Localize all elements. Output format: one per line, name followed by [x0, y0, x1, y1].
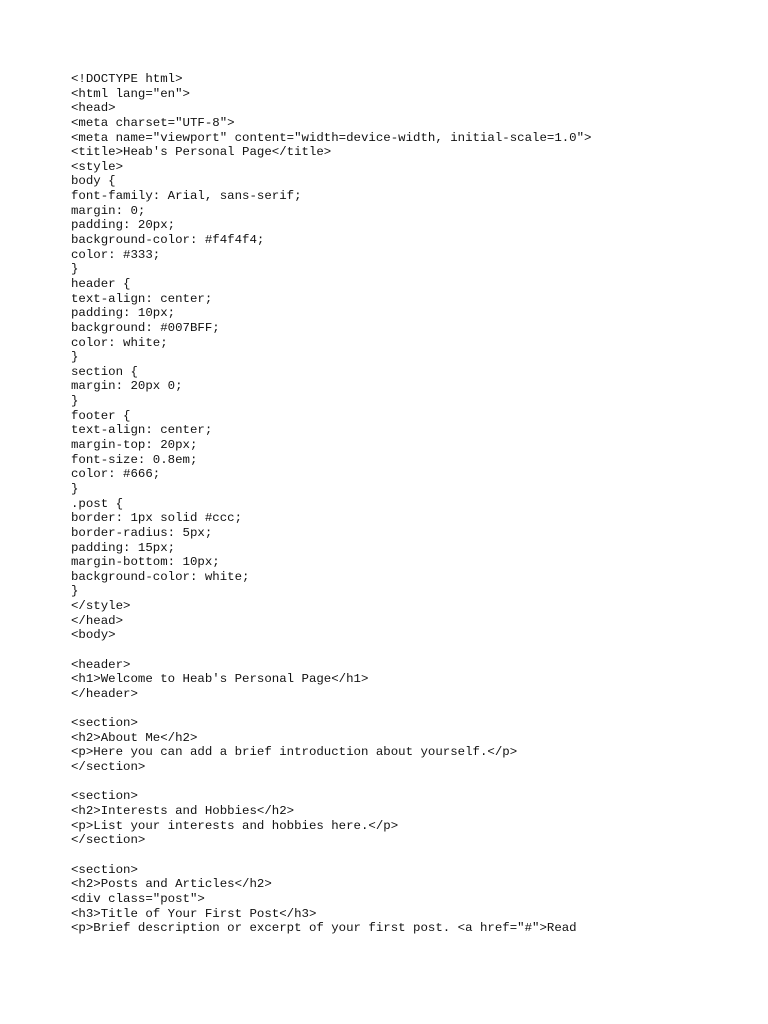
code-line: background-color: #f4f4f4; — [71, 233, 265, 248]
code-line: font-family: Arial, sans-serif; — [71, 189, 302, 204]
code-line: <head> — [71, 101, 116, 116]
code-line: font-size: 0.8em; — [71, 452, 198, 467]
code-line: <p>Here you can add a brief introduction about yourself.</p> — [71, 745, 518, 760]
code-line: <html lang="en"> — [71, 86, 190, 101]
code-line: padding: 20px; — [71, 218, 176, 233]
code-line: <section> — [71, 716, 138, 731]
code-line: border: 1px solid #ccc; — [71, 511, 243, 526]
code-line: body { — [71, 174, 116, 189]
code-line: background-color: white; — [71, 569, 250, 584]
code-line: <style> — [71, 159, 124, 174]
code-line: <meta charset="UTF-8"> — [71, 115, 235, 130]
code-line: <h2>About Me</h2> — [71, 730, 198, 745]
code-line: } — [71, 350, 79, 365]
code-line: <title>Heab's Personal Page</title> — [71, 145, 332, 160]
code-line: <h3>Title of Your First Post</h3> — [71, 906, 317, 921]
code-line: </style> — [71, 599, 131, 614]
code-line: margin: 20px 0; — [71, 379, 183, 394]
code-line: header { — [71, 276, 131, 291]
code-line: </section> — [71, 833, 146, 848]
code-line: text-align: center; — [71, 291, 213, 306]
code-line: <section> — [71, 789, 138, 804]
code-line: footer { — [71, 408, 131, 423]
code-line: .post { — [71, 496, 124, 511]
code-line: border-radius: 5px; — [71, 525, 213, 540]
code-line: padding: 15px; — [71, 540, 176, 555]
code-line: margin-top: 20px; — [71, 438, 198, 453]
code-line: <!DOCTYPE html> — [71, 72, 183, 86]
code-line: <meta name="viewport" content="width=device-width, initial-scale=1.0"> — [71, 130, 592, 145]
code-line: <body> — [71, 628, 116, 643]
code-line: <h2>Posts and Articles</h2> — [71, 877, 272, 892]
code-line — [71, 775, 748, 790]
code-line — [71, 643, 748, 658]
code-line: } — [71, 481, 79, 496]
code-line: <div class="post"> — [71, 891, 205, 906]
code-line: section { — [71, 364, 138, 379]
code-line: margin: 0; — [71, 203, 146, 218]
code-line: text-align: center; — [71, 423, 213, 438]
code-line — [71, 848, 748, 863]
code-line: </header> — [71, 686, 138, 701]
code-line: color: #666; — [71, 467, 161, 482]
code-line: color: white; — [71, 335, 168, 350]
code-line: </section> — [71, 760, 146, 775]
code-line: <h2>Interests and Hobbies</h2> — [71, 804, 295, 819]
code-line — [71, 702, 748, 717]
code-line: } — [71, 584, 79, 599]
code-line: } — [71, 394, 79, 409]
code-line: <header> — [71, 657, 131, 672]
code-line: } — [71, 262, 79, 277]
code-line: color: #333; — [71, 247, 161, 262]
code-listing — [71, 72, 748, 936]
code-line: padding: 10px; — [71, 306, 176, 321]
code-line: <p>List your interests and hobbies here.</p> — [71, 818, 399, 833]
code-line: </head> — [71, 613, 124, 628]
code-line: <h1>Welcome to Heab's Personal Page</h1> — [71, 672, 369, 687]
code-line: margin-bottom: 10px; — [71, 555, 220, 570]
code-line: background: #007BFF; — [71, 320, 220, 335]
code-line: <section> — [71, 862, 138, 877]
code-line: <p>Brief description or excerpt of your first post. <a href="#">Read — [71, 921, 577, 936]
